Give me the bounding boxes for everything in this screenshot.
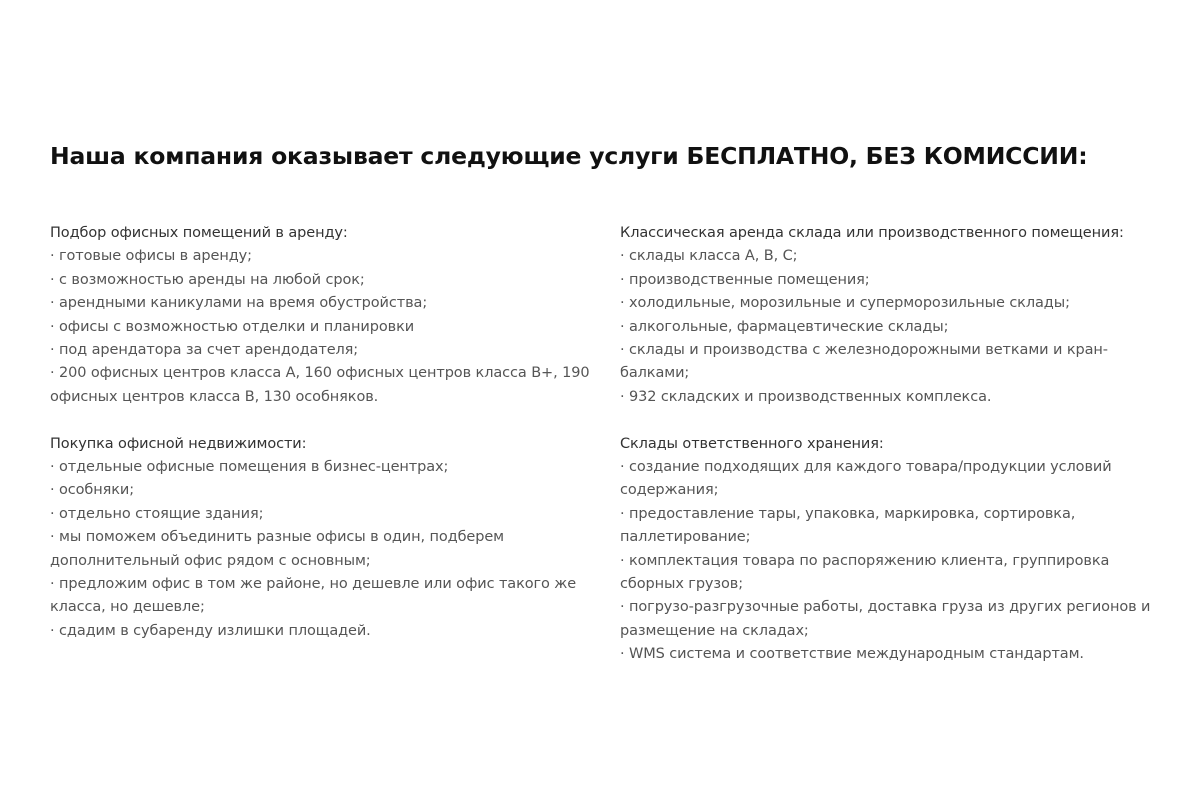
list-item: · погрузо-разгрузочные работы, доставка груза из других регионов и размещение на складах; (620, 599, 1151, 639)
list-item: · офисы с возможностью отделки и планировки (50, 318, 415, 335)
list-item: · арендными каникулами на время обустройства; (50, 295, 428, 312)
list-item: · комплектация товара по распоряжению клиента, группировка сборных грузов; (620, 552, 1110, 593)
list-item: · 932 складских и производственных комплекса. (620, 388, 992, 405)
list-item: · 200 офисных центров класса А, 160 офисных центров класса B+, 190 офисных центров класса B, 130 особняков. (50, 365, 590, 405)
service-list (620, 456, 1152, 667)
list-item: · WMS система и соответствие международным стандартам. (620, 646, 1084, 663)
section-heading: Подбор офисных помещений в аренду: (50, 225, 348, 241)
service-list (50, 456, 595, 643)
list-item: · производственные помещения; (620, 271, 870, 288)
list-item: · отдельные офисные помещения в бизнес-центрах; (50, 459, 449, 476)
list-item: · отдельно стоящие здания; (50, 505, 264, 522)
list-item: · с возможностью аренды на любой срок; (50, 271, 365, 288)
service-list (50, 245, 595, 409)
section-heading: Классическая аренда склада или производственного помещения: (620, 225, 1124, 241)
section-office-rent (50, 222, 595, 409)
page-title: Наша компания оказывает следующие услуги БЕСПЛАТНО, БЕЗ КОМИССИИ: (50, 142, 1088, 170)
list-item: · под арендатора за счет арендодателя; (50, 342, 359, 359)
list-item: · сдадим в субаренду излишки площадей. (50, 622, 371, 639)
right-column (620, 222, 1152, 690)
list-item: · склады и производства с железнодорожными ветками и кран-балками; (620, 342, 1108, 382)
list-item: · создание подходящих для каждого товара/продукции условий содержания; (620, 459, 1112, 499)
section-heading: Покупка офисной недвижимости: (50, 435, 307, 452)
left-column (50, 222, 595, 667)
section-warehouse-rent (620, 222, 1152, 409)
list-item: · предоставление тары, упаковка, маркировка, сортировка, паллетирование; (620, 505, 1076, 546)
list-item: · холодильные, морозильные и суперморозильные склады; (620, 295, 1070, 312)
list-item: · готовые офисы в аренду; (50, 248, 252, 265)
list-item: · алкогольные, фармацевтические склады; (620, 318, 949, 335)
section-responsible-storage (620, 433, 1152, 667)
service-list (620, 245, 1152, 409)
section-heading: Склады ответственного хранения: (620, 435, 884, 452)
list-item: · склады класса А, В, С; (620, 248, 798, 265)
list-item: · предложим офис в том же районе, но дешевле или офис такого же класса, но дешевле; (50, 576, 577, 616)
list-item: · мы поможем объединить разные офисы в один, подберем дополнительный офис рядом с основным; (50, 529, 504, 569)
list-item: · особняки; (50, 482, 135, 499)
section-office-purchase (50, 433, 595, 644)
